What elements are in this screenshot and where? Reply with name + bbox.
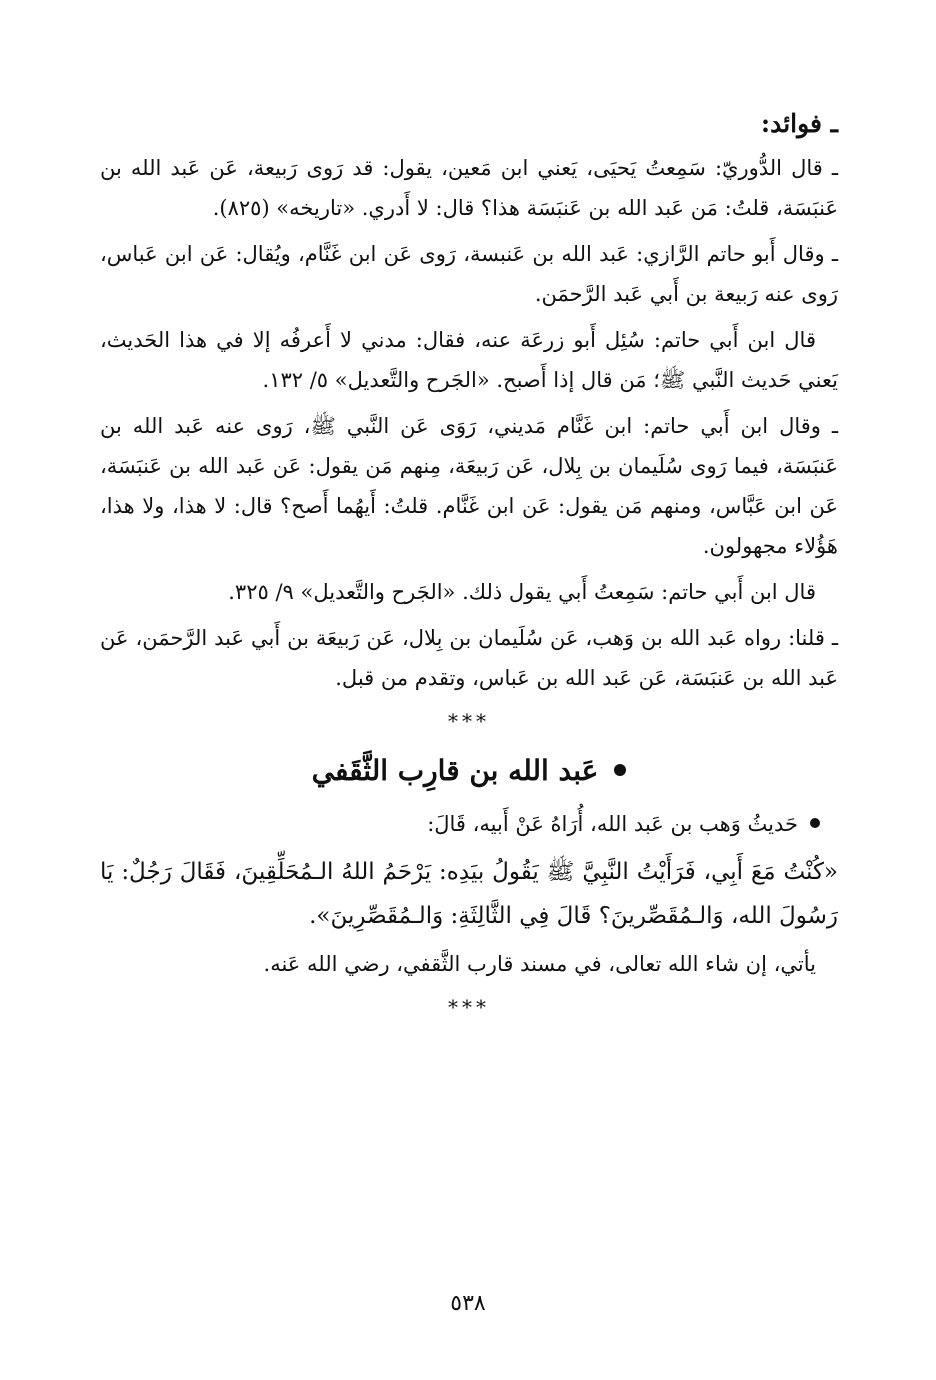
paragraph-ibn-abi-hatim: قال ابن أَبي حاتم: سَمِعتُ أَبي يقول ذلك. «الجَرح والتَّعديل» ٩/ ٣٢٥. [228,580,816,604]
paragraph-abu-zura: قال ابن أَبي حاتم: سُئِل أَبو زرعَة عنه، فقال: مدني لا أَعرفُه إلا في هذا الحَديث، يَعني حَديث النَّبي ﷺ؛ مَن قال إذا أَصبح. «الجَرح والتَّعديل» ٥/ ١٣٢. [100,328,838,392]
paragraph-duri: ـ قال الدُّوريّ: سَمِعتُ يَحيَى، يَعني ابن مَعين، يقول: قد رَوى رَبيعة، عَن عَبد الله بن عَنبَسَة، قلتُ: مَن عَبد الله بن عَنبَسَة هذا؟ قال: لا أَدري. «تاريخه» (٨٢٥). [100,156,838,220]
bullet-icon [810,818,820,828]
hadith-text: «كُنْتُ مَعَ أَبِي، فَرَأَيْتُ النَّبِيَّ ﷺ يَقُولُ بيَدِه: يَرْحَمُ اللهُ الـمُحَلِّقِينَ، فَقَالَ رَجُلٌ: يَا رَسُولَ الله، وَالـمُقَصِّرينَ؟ قَالَ فِي الثَّالِثَةِ: وَالـمُقَصِّرِينَ». [100,859,838,929]
paragraph-ibn-ghannam: ـ وقال ابن أَبي حاتم: ابن غَنَّام مَديني، رَوَى عَن النَّبي ﷺ، رَوى عنه عَبد الله بن عَنبَسَة، فيما رَوى سُلَيمان بن بِلال، عَن رَبيعَة، مِنهم مَن يقول: عَن عَبد الله بن عَنبَسَة، عَن ابن عَبَّاس، ومنهم مَن يقول: عَن ابن غَنَّام. قلتُ: أَيهُما أَصح؟ قال: لا هذا، ولا هذا، هَؤُلاء مجهولون. [100,414,838,558]
section-title [100,746,838,796]
section-title-text: عَبد الله بن قارِب الثَّقَفي [311,754,599,787]
page-body [100,104,838,1032]
closing-note: يأتي، إن شاء الله تعالى، في مسند قارب الثَّقفي، رضي الله عَنه. [263,952,816,976]
page-number: ٥٣٨ [450,1291,486,1316]
bullet-icon [614,764,626,776]
hadith-intro-text: حَديثُ وَهب بن عَبد الله، أُرَاهُ عَنْ أَبيه، قَالَ: [427,812,798,836]
benefits-heading: ـ فوائد: [760,109,838,138]
paragraph-we-said: ـ قلنا: رواه عَبد الله بن وَهب، عَن سُلَيمان بن بِلال، عَن رَبيعَة بن أَبي عَبد الرَّحمَن، عَن عَبد الله بن عَنبَسَة، عَن عَبد الله بن عَباس، وتقدم من قبل. [100,626,838,690]
paragraph-abu-hatim: ـ وقال أَبو حاتم الرَّازي: عَبد الله بن عَنبسة، رَوى عَن ابن غَنَّام، ويُقال: عَن ابن عَباس، رَوى عنه رَبيعة بن أَبي عَبد الرَّحمَن. [100,242,838,306]
separator-stars-bottom: *** [448,995,490,1019]
hadith-intro [100,804,838,844]
separator-stars: *** [448,709,490,733]
